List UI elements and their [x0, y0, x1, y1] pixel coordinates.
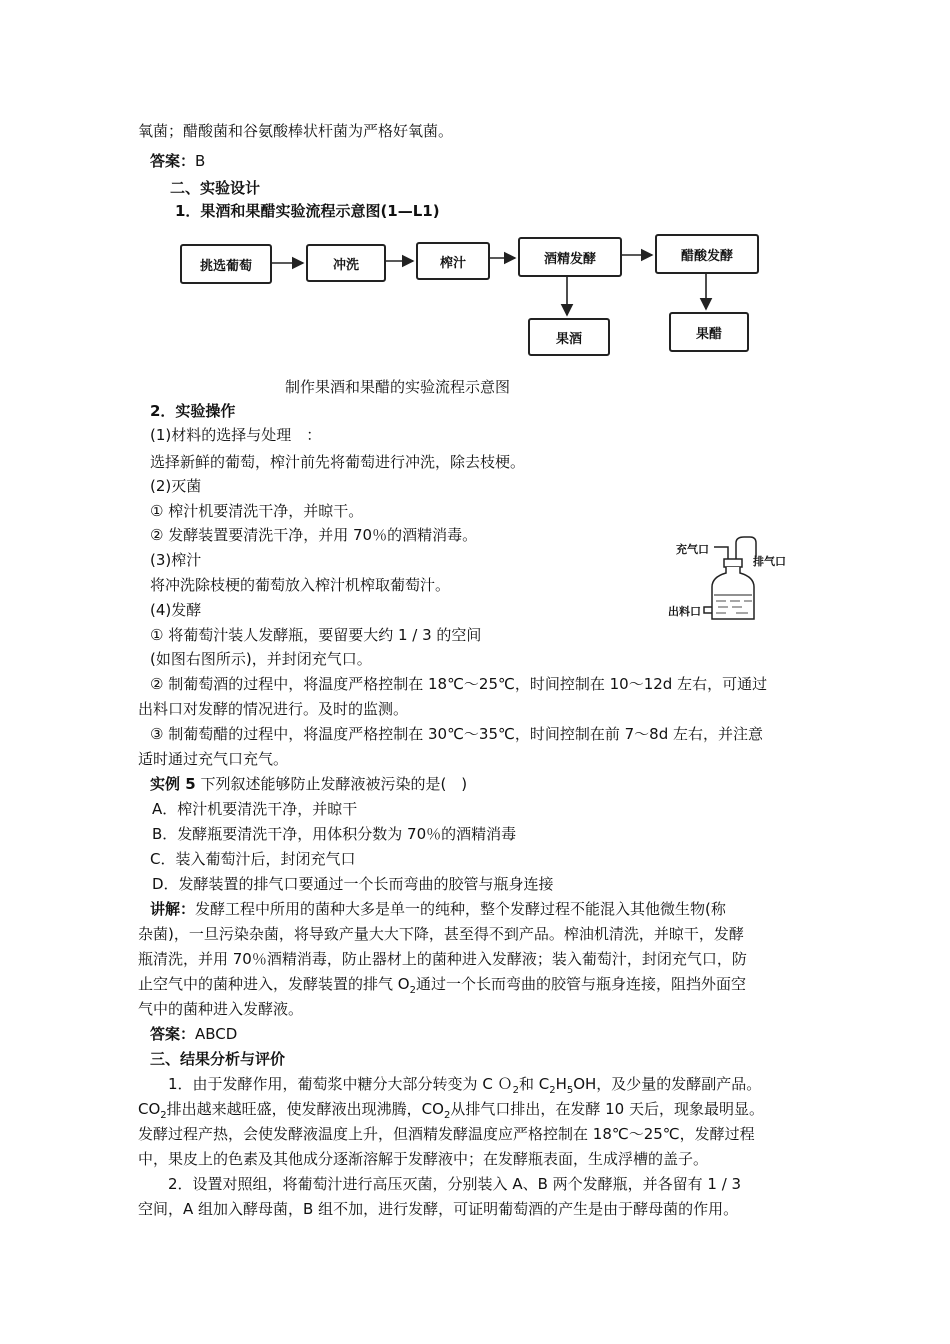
answer-line	[150, 1024, 237, 1044]
subscript: 2	[512, 1085, 519, 1096]
answer-value: ABCD	[195, 1025, 238, 1043]
text-line: 将冲洗除枝梗的葡萄放入榨汁机榨取葡萄汁。	[150, 576, 451, 594]
text-line: 氧菌；醋酸菌和谷氨酸棒状杆菌为严格好氧菌。	[138, 122, 454, 140]
flow-box-acetic-ferment: 醋酸发酵	[655, 234, 759, 274]
subscript: 2	[549, 1085, 556, 1096]
text-part: 通过一个长而弯曲的胶管与瓶身连接，阻挡外面空	[415, 975, 746, 993]
text-line: 出料口对发酵的情况进行。及时的监测。	[138, 700, 409, 718]
text-part: 1．由于发酵作用，葡萄浆中糖分大部分转变为 C Ｏ	[168, 1075, 513, 1093]
text-line: (1)材料的选择与处理 ：	[150, 426, 322, 444]
flow-box-vinegar: 果醋	[669, 312, 749, 352]
text-line: 杂菌)，一旦污染杂菌，将导致产量大大下降，甚至得不到产品。榨油机清洗，并晾干，发酵	[138, 925, 744, 943]
option-d: D．发酵装置的排气口要通过一个长而弯曲的胶管与瓶身连接	[152, 875, 554, 893]
section-heading: 三、结果分析与评价	[150, 1050, 286, 1068]
text-part: 止空气中的菌种进入，发酵装置的排气 O	[138, 975, 410, 993]
text-line: ② 制葡萄酒的过程中，将温度严格控制在 18℃～25℃，时间控制在 10～12d 左右，可通过	[150, 675, 768, 693]
flow-box-alcohol-ferment: 酒精发酵	[518, 237, 622, 277]
text-line: 选择新鲜的葡萄，榨汁前先将葡萄进行冲洗，除去枝梗。	[150, 453, 526, 471]
answer-label: 答案：	[150, 1025, 196, 1043]
text-line: 气中的菌种进入发酵液。	[138, 1000, 304, 1018]
example-question	[150, 774, 467, 794]
fermentation-bottle-icon	[700, 535, 790, 625]
text-line: 适时通过充气口充气。	[138, 750, 289, 768]
option-b: B．发酵瓶要清洗干净，用体积分数为 70％的酒精消毒	[152, 825, 517, 843]
inlet-label: 充气口	[676, 543, 709, 556]
text-line: 发酵过程产热，会使发酵液温度上升，但酒精发酵温度应严格控制在 18℃～25℃，发酵过程	[138, 1125, 755, 1143]
text-line: (4)发酵	[150, 601, 202, 619]
text-part: 和 C	[518, 1075, 550, 1093]
example-label: 实例 5	[150, 775, 196, 793]
outlet-label: 出料口	[668, 605, 701, 618]
explanation-line	[150, 899, 726, 919]
text-part: 排出越来越旺盛，使发酵液出现沸腾，CO	[166, 1100, 444, 1118]
text-line: (3)榨汁	[150, 551, 202, 569]
text-part: OH，及少量的发酵副产品。	[573, 1075, 762, 1093]
explanation-text: 发酵工程中所用的菌种大多是单一的纯种，整个发酵过程不能混入其他微生物(称	[195, 900, 726, 918]
text-line: 2．设置对照组，将葡萄汁进行高压灭菌，分别装入 A、B 两个发酵瓶，并各留有 1 / 3	[168, 1175, 742, 1193]
text-part: 从排气口排出，在发酵 10 天后，现象最明显。	[450, 1100, 764, 1118]
subscript: 5	[566, 1085, 574, 1096]
text-part: H	[555, 1075, 567, 1093]
text-line: 中，果皮上的色素及其他成分逐渐溶解于发酵液中；在发酵瓶表面，生成浮槽的盖子。	[138, 1150, 709, 1168]
example-question-text: 下列叙述能够防止发酵液被污染的是( )	[195, 775, 468, 793]
subscript: 2	[443, 1110, 451, 1121]
subsection-heading: 1．果酒和果醋实验流程示意图(1—L1)	[175, 202, 440, 220]
flow-arrows	[0, 0, 950, 400]
explanation-label: 讲解：	[150, 900, 196, 918]
section-heading: 二、实验设计	[170, 179, 261, 197]
text-line	[138, 1099, 764, 1126]
text-line: (如图右图所示)，并封闭充气口。	[150, 650, 372, 668]
answer-label: 答案：	[150, 152, 196, 170]
flow-box-wine: 果酒	[528, 318, 610, 356]
option-c: C．装入葡萄汁后，封闭充气口	[150, 850, 356, 868]
flow-box-rinse: 冲洗	[306, 244, 386, 282]
flow-box-select-grapes: 挑选葡萄	[180, 244, 272, 284]
text-line: ③ 制葡萄醋的过程中，将温度严格控制在 30℃～35℃，时间控制在前 7～8d 左右，并注意	[150, 725, 763, 743]
figure-caption: 制作果酒和果醋的实验流程示意图	[285, 378, 511, 396]
subscript: 2	[160, 1110, 167, 1121]
text-line	[138, 974, 746, 1001]
text-part: CO	[138, 1100, 161, 1118]
subsection-heading: 2．实验操作	[150, 402, 236, 420]
answer-value: B	[195, 152, 206, 170]
exhaust-label: 排气口	[753, 555, 786, 568]
text-line: 空间，A 组加入酵母菌，B 组不加，进行发酵，可证明葡萄酒的产生是由于酵母菌的作用。	[138, 1200, 739, 1218]
subscript: 2	[409, 985, 416, 996]
text-line: 瓶清洗，并用 70％酒精消毒，防止器材上的菌种进入发酵液；装入葡萄汁，封闭充气口，防	[138, 950, 747, 968]
flow-box-juice: 榨汁	[416, 242, 490, 280]
text-line	[168, 1074, 761, 1101]
text-line: ① 将葡萄汁装人发酵瓶，要留要大约 1 / 3 的空间	[150, 626, 482, 644]
text-line: (2)灭菌	[150, 477, 202, 495]
text-line: ① 榨汁机要清洗干净，并晾干。	[150, 502, 364, 520]
option-a: A．榨汁机要清洗干净，并晾干	[152, 800, 358, 818]
text-line: ② 发酵装置要清洗干净，并用 70％的酒精消毒。	[150, 526, 478, 544]
